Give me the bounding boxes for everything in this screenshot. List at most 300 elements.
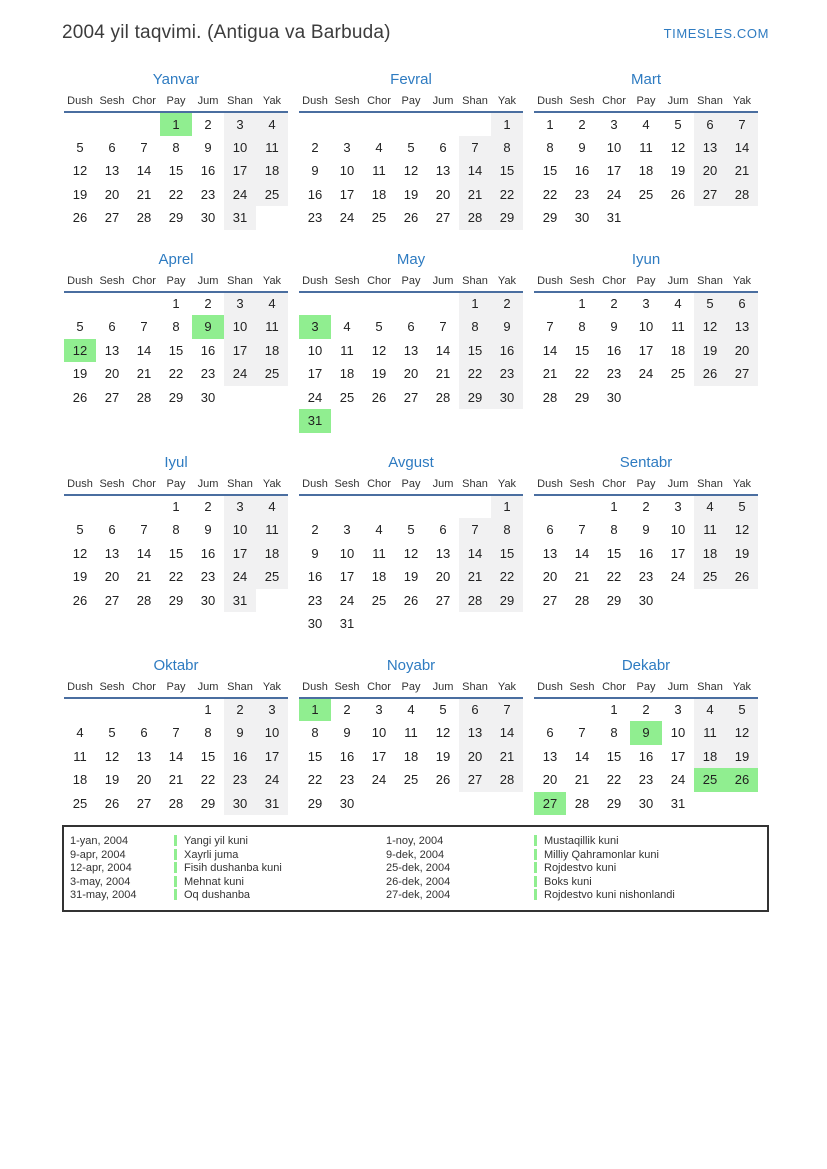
weekday-header-row [299, 478, 523, 495]
day-cell: 14 [459, 542, 491, 566]
weekday-header-row [299, 275, 523, 292]
week-row [299, 612, 523, 636]
day-cell: 22 [574, 366, 590, 382]
legend-holiday-name: Oq dushanba [174, 889, 386, 902]
week-row [64, 183, 288, 207]
week-row [299, 495, 523, 519]
week-row [64, 386, 288, 410]
empty-day-cell [427, 612, 459, 636]
day-cell: 12 [72, 545, 88, 561]
day-cell: 11 [694, 721, 726, 745]
day-cell: 3 [375, 702, 383, 718]
day-cell: 22 [168, 186, 184, 202]
day-cell: 7 [439, 319, 447, 335]
day-cell: 7 [140, 319, 148, 335]
weekday-label: Pay [630, 275, 662, 292]
day-cell: 21 [435, 366, 451, 382]
day-cell: 22 [168, 366, 184, 382]
day-cell: 6 [459, 698, 491, 722]
day-cell: 26 [403, 592, 419, 608]
empty-day-cell [64, 495, 96, 519]
empty-day-cell [128, 495, 160, 519]
week-row [64, 136, 288, 160]
month-block [299, 251, 523, 433]
day-cell: 4 [256, 495, 288, 519]
day-cell: 8 [578, 319, 586, 335]
empty-day-cell [299, 495, 331, 519]
legend-date: 25-dek, 2004 [386, 862, 451, 875]
day-cell: 8 [491, 136, 523, 160]
month-title[interactable]: Avgust [388, 453, 434, 471]
day-cell: 24 [670, 569, 686, 585]
day-cell: 15 [200, 748, 216, 764]
day-cell: 20 [694, 159, 726, 183]
weekday-label: Pay [630, 478, 662, 495]
day-cell: 30 [200, 210, 216, 226]
day-cell: 12 [435, 725, 451, 741]
weekday-label: Dush [299, 478, 331, 495]
day-cell: 5 [76, 319, 84, 335]
day-cell: 21 [136, 366, 152, 382]
day-cell: 1 [204, 702, 212, 718]
week-row [299, 339, 523, 363]
day-cell: 19 [670, 163, 686, 179]
day-cell: 27 [104, 389, 120, 405]
day-cell: 6 [140, 725, 148, 741]
weekday-label: Pay [160, 681, 192, 698]
day-cell: 3 [610, 116, 618, 132]
day-cell: 12 [64, 339, 96, 363]
month-title[interactable]: May [396, 250, 426, 268]
weekday-label: Dush [299, 275, 331, 292]
day-cell: 31 [299, 409, 331, 433]
weekday-label: Shan [459, 95, 491, 112]
day-cell: 23 [200, 366, 216, 382]
day-cell: 4 [407, 702, 415, 718]
weekday-label: Sesh [331, 95, 363, 112]
weekday-label: Yak [726, 478, 758, 495]
day-cell: 28 [574, 592, 590, 608]
day-cell: 21 [459, 565, 491, 589]
day-cell: 23 [200, 186, 216, 202]
day-cell: 5 [439, 702, 447, 718]
empty-day-cell [726, 792, 758, 816]
day-cell: 2 [578, 116, 586, 132]
day-cell: 30 [638, 592, 654, 608]
legend-holiday-name: Fisih dushanba kuni [174, 862, 386, 875]
month-table [64, 95, 288, 230]
day-cell: 20 [459, 745, 491, 769]
day-cell: 4 [375, 139, 383, 155]
day-cell: 23 [339, 772, 355, 788]
day-cell: 9 [204, 522, 212, 538]
day-cell: 19 [72, 366, 88, 382]
week-row [64, 159, 288, 183]
weekday-label: Pay [395, 275, 427, 292]
day-cell: 5 [726, 698, 758, 722]
day-cell: 25 [72, 795, 88, 811]
empty-day-cell [662, 386, 694, 410]
day-cell: 8 [311, 725, 319, 741]
empty-day-cell [459, 612, 491, 636]
day-cell: 25 [638, 186, 654, 202]
day-cell: 12 [371, 342, 387, 358]
weekday-label: Jum [427, 681, 459, 698]
day-cell: 4 [642, 116, 650, 132]
weekday-label: Chor [363, 95, 395, 112]
weekday-label: Shan [694, 478, 726, 495]
month-title[interactable]: Dekabr [621, 656, 671, 674]
day-cell: 22 [459, 362, 491, 386]
weekday-label: Yak [726, 681, 758, 698]
empty-day-cell [662, 206, 694, 230]
week-row [64, 292, 288, 316]
day-cell: 17 [224, 542, 256, 566]
day-cell: 18 [638, 163, 654, 179]
day-cell: 2 [343, 702, 351, 718]
week-row [534, 745, 758, 769]
day-cell: 18 [339, 366, 355, 382]
weekday-label: Sesh [566, 275, 598, 292]
empty-day-cell [64, 698, 96, 722]
day-cell: 20 [403, 366, 419, 382]
month-title[interactable]: Sentabr [619, 453, 673, 471]
empty-day-cell [224, 386, 256, 410]
day-cell: 14 [542, 342, 558, 358]
day-cell: 6 [108, 522, 116, 538]
day-cell: 10 [371, 725, 387, 741]
month-table [534, 275, 758, 410]
day-cell: 3 [343, 522, 351, 538]
day-cell: 26 [726, 565, 758, 589]
day-cell: 14 [136, 545, 152, 561]
empty-day-cell [96, 112, 128, 136]
holiday-marker-icon [174, 862, 177, 873]
week-row [299, 565, 523, 589]
day-cell: 27 [104, 210, 120, 226]
day-cell: 2 [204, 116, 212, 132]
week-row [299, 206, 523, 230]
day-cell: 27 [542, 592, 558, 608]
week-row [64, 339, 288, 363]
day-cell: 19 [104, 772, 120, 788]
month-title[interactable]: Aprel [158, 250, 194, 268]
week-row [299, 409, 523, 433]
empty-day-cell [363, 495, 395, 519]
day-cell: 12 [726, 518, 758, 542]
day-cell: 4 [343, 319, 351, 335]
week-row [64, 518, 288, 542]
day-cell: 23 [638, 772, 654, 788]
week-row [299, 792, 523, 816]
weekday-label: Sesh [331, 478, 363, 495]
month-table [299, 478, 523, 636]
week-row [64, 565, 288, 589]
day-cell: 11 [256, 518, 288, 542]
day-cell: 3 [299, 315, 331, 339]
weekday-label: Yak [256, 95, 288, 112]
day-cell: 17 [371, 748, 387, 764]
month-title[interactable]: Yanvar [152, 71, 200, 88]
day-cell: 29 [491, 206, 523, 230]
weekday-label: Dush [64, 478, 96, 495]
month-table [64, 275, 288, 410]
empty-day-cell [160, 698, 192, 722]
week-row [64, 495, 288, 519]
site-link[interactable]: TIMESLES.COM [663, 26, 769, 41]
month-title[interactable]: Iyul [164, 453, 188, 471]
month-title[interactable]: Iyun [631, 250, 661, 268]
day-cell: 8 [546, 139, 554, 155]
weekday-label: Yak [491, 681, 523, 698]
empty-day-cell [459, 112, 491, 136]
month-title[interactable]: Mart [631, 71, 661, 88]
empty-day-cell [256, 206, 288, 230]
day-cell: 8 [172, 319, 180, 335]
empty-day-cell [395, 112, 427, 136]
empty-day-cell [96, 495, 128, 519]
day-cell: 21 [136, 186, 152, 202]
day-cell: 18 [72, 772, 88, 788]
week-row [64, 362, 288, 386]
weekday-label: Dush [534, 95, 566, 112]
empty-day-cell [662, 589, 694, 613]
day-cell: 16 [307, 569, 323, 585]
day-cell: 4 [694, 698, 726, 722]
day-cell: 25 [256, 183, 288, 207]
day-cell: 3 [224, 495, 256, 519]
day-cell: 31 [670, 795, 686, 811]
day-cell: 17 [224, 159, 256, 183]
weekday-label: Yak [256, 275, 288, 292]
month-title[interactable]: Noyabr [386, 656, 436, 674]
day-cell: 8 [610, 522, 618, 538]
day-cell: 25 [256, 565, 288, 589]
day-cell: 25 [670, 366, 686, 382]
day-cell: 30 [638, 795, 654, 811]
day-cell: 1 [546, 116, 554, 132]
holiday-marker-icon [174, 889, 177, 900]
week-row [64, 206, 288, 230]
day-cell: 14 [726, 136, 758, 160]
week-row [534, 565, 758, 589]
empty-day-cell [427, 792, 459, 816]
weekday-header-row [534, 681, 758, 698]
day-cell: 13 [104, 342, 120, 358]
day-cell: 31 [256, 792, 288, 816]
day-cell: 30 [491, 386, 523, 410]
week-row [534, 339, 758, 363]
day-cell: 23 [200, 569, 216, 585]
weekday-label: Yak [726, 95, 758, 112]
month-block [299, 71, 523, 230]
weekday-label: Pay [395, 478, 427, 495]
weekday-label: Chor [128, 681, 160, 698]
day-cell: 10 [339, 545, 355, 561]
day-cell: 15 [459, 339, 491, 363]
day-cell: 2 [311, 139, 319, 155]
day-cell: 10 [224, 518, 256, 542]
week-row [534, 315, 758, 339]
week-row [534, 792, 758, 816]
day-cell: 29 [491, 589, 523, 613]
weekday-label: Dush [534, 681, 566, 698]
month-table [64, 478, 288, 613]
day-cell: 21 [574, 569, 590, 585]
weekday-label: Dush [64, 681, 96, 698]
weekday-header-row [64, 681, 288, 698]
weekday-label: Yak [256, 478, 288, 495]
day-cell: 13 [542, 748, 558, 764]
week-row [64, 721, 288, 745]
day-cell: 13 [136, 748, 152, 764]
page-header [0, 0, 827, 44]
week-row [299, 768, 523, 792]
day-cell: 15 [606, 748, 622, 764]
day-cell: 10 [606, 139, 622, 155]
weekday-label: Sesh [96, 275, 128, 292]
day-cell: 17 [606, 163, 622, 179]
day-cell: 24 [224, 183, 256, 207]
day-cell: 10 [224, 315, 256, 339]
day-cell: 4 [76, 725, 84, 741]
day-cell: 23 [574, 186, 590, 202]
day-cell: 7 [726, 112, 758, 136]
weekday-header-row [534, 95, 758, 112]
weekday-label: Shan [224, 95, 256, 112]
empty-day-cell [395, 292, 427, 316]
day-cell: 11 [639, 139, 653, 155]
day-cell: 22 [307, 772, 323, 788]
day-cell: 1 [491, 495, 523, 519]
day-cell: 2 [642, 499, 650, 515]
day-cell: 30 [606, 389, 622, 405]
day-cell: 9 [204, 139, 212, 155]
weekday-header-row [299, 681, 523, 698]
weekday-label: Chor [363, 478, 395, 495]
month-table [534, 95, 758, 230]
day-cell: 22 [606, 569, 622, 585]
week-row [299, 136, 523, 160]
weekday-label: Sesh [96, 681, 128, 698]
empty-day-cell [96, 698, 128, 722]
day-cell: 27 [694, 183, 726, 207]
empty-day-cell [128, 698, 160, 722]
day-cell: 1 [578, 296, 586, 312]
empty-day-cell [726, 386, 758, 410]
day-cell: 9 [343, 725, 351, 741]
day-cell: 6 [546, 522, 554, 538]
day-cell: 16 [491, 339, 523, 363]
week-row [534, 721, 758, 745]
weekday-label: Pay [160, 275, 192, 292]
weekday-label: Shan [694, 95, 726, 112]
day-cell: 19 [403, 569, 419, 585]
day-cell: 16 [307, 186, 323, 202]
week-row [64, 745, 288, 769]
day-cell: 6 [407, 319, 415, 335]
day-cell: 1 [491, 112, 523, 136]
day-cell: 30 [224, 792, 256, 816]
weekday-label: Yak [726, 275, 758, 292]
day-cell: 22 [200, 772, 216, 788]
day-cell: 31 [224, 589, 256, 613]
day-cell: 28 [574, 795, 590, 811]
month-title[interactable]: Oktabr [153, 656, 199, 674]
day-cell: 8 [204, 725, 212, 741]
week-row [299, 292, 523, 316]
legend-holiday-name: Mehnat kuni [174, 876, 386, 889]
day-cell: 24 [371, 772, 387, 788]
weekday-header-row [64, 275, 288, 292]
day-cell: 7 [172, 725, 180, 741]
day-cell: 2 [224, 698, 256, 722]
empty-day-cell [459, 792, 491, 816]
day-cell: 16 [224, 745, 256, 769]
empty-day-cell [64, 112, 96, 136]
day-cell: 13 [104, 545, 120, 561]
day-cell: 28 [136, 389, 152, 405]
week-row [534, 386, 758, 410]
day-cell: 20 [542, 569, 558, 585]
day-cell: 5 [407, 139, 415, 155]
weekday-label: Sesh [331, 681, 363, 698]
day-cell: 6 [439, 139, 447, 155]
day-cell: 3 [674, 499, 682, 515]
day-cell: 26 [104, 795, 120, 811]
week-row [299, 386, 523, 410]
weekday-label: Jum [662, 681, 694, 698]
empty-day-cell [427, 409, 459, 433]
day-cell: 30 [339, 795, 355, 811]
legend-date: 9-dek, 2004 [386, 848, 445, 861]
day-cell: 4 [694, 495, 726, 519]
day-cell: 28 [168, 795, 184, 811]
legend-holiday-name: Yangi yil kuni [174, 835, 386, 848]
empty-day-cell [128, 112, 160, 136]
day-cell: 20 [435, 569, 451, 585]
day-cell: 21 [136, 569, 152, 585]
day-cell: 26 [72, 389, 88, 405]
day-cell: 15 [542, 163, 558, 179]
day-cell: 10 [224, 136, 256, 160]
day-cell: 29 [307, 795, 323, 811]
day-cell: 13 [694, 136, 726, 160]
empty-day-cell [534, 495, 566, 519]
day-cell: 20 [136, 772, 152, 788]
month-title[interactable]: Fevral [390, 71, 432, 88]
day-cell: 13 [104, 163, 120, 179]
legend-date: 1-noy, 2004 [386, 835, 444, 847]
day-cell: 14 [168, 748, 184, 764]
day-cell: 28 [726, 183, 758, 207]
day-cell: 19 [726, 542, 758, 566]
day-cell: 11 [256, 315, 288, 339]
day-cell: 24 [224, 362, 256, 386]
week-row [534, 362, 758, 386]
day-cell: 6 [726, 292, 758, 316]
weekday-label: Chor [598, 681, 630, 698]
day-cell: 16 [638, 545, 654, 561]
empty-day-cell [459, 495, 491, 519]
day-cell: 3 [224, 292, 256, 316]
day-cell: 20 [726, 339, 758, 363]
day-cell: 10 [670, 725, 686, 741]
day-cell: 19 [403, 186, 419, 202]
day-cell: 6 [108, 319, 116, 335]
holiday-marker-icon [534, 835, 537, 846]
holiday-marker-icon [534, 862, 537, 873]
